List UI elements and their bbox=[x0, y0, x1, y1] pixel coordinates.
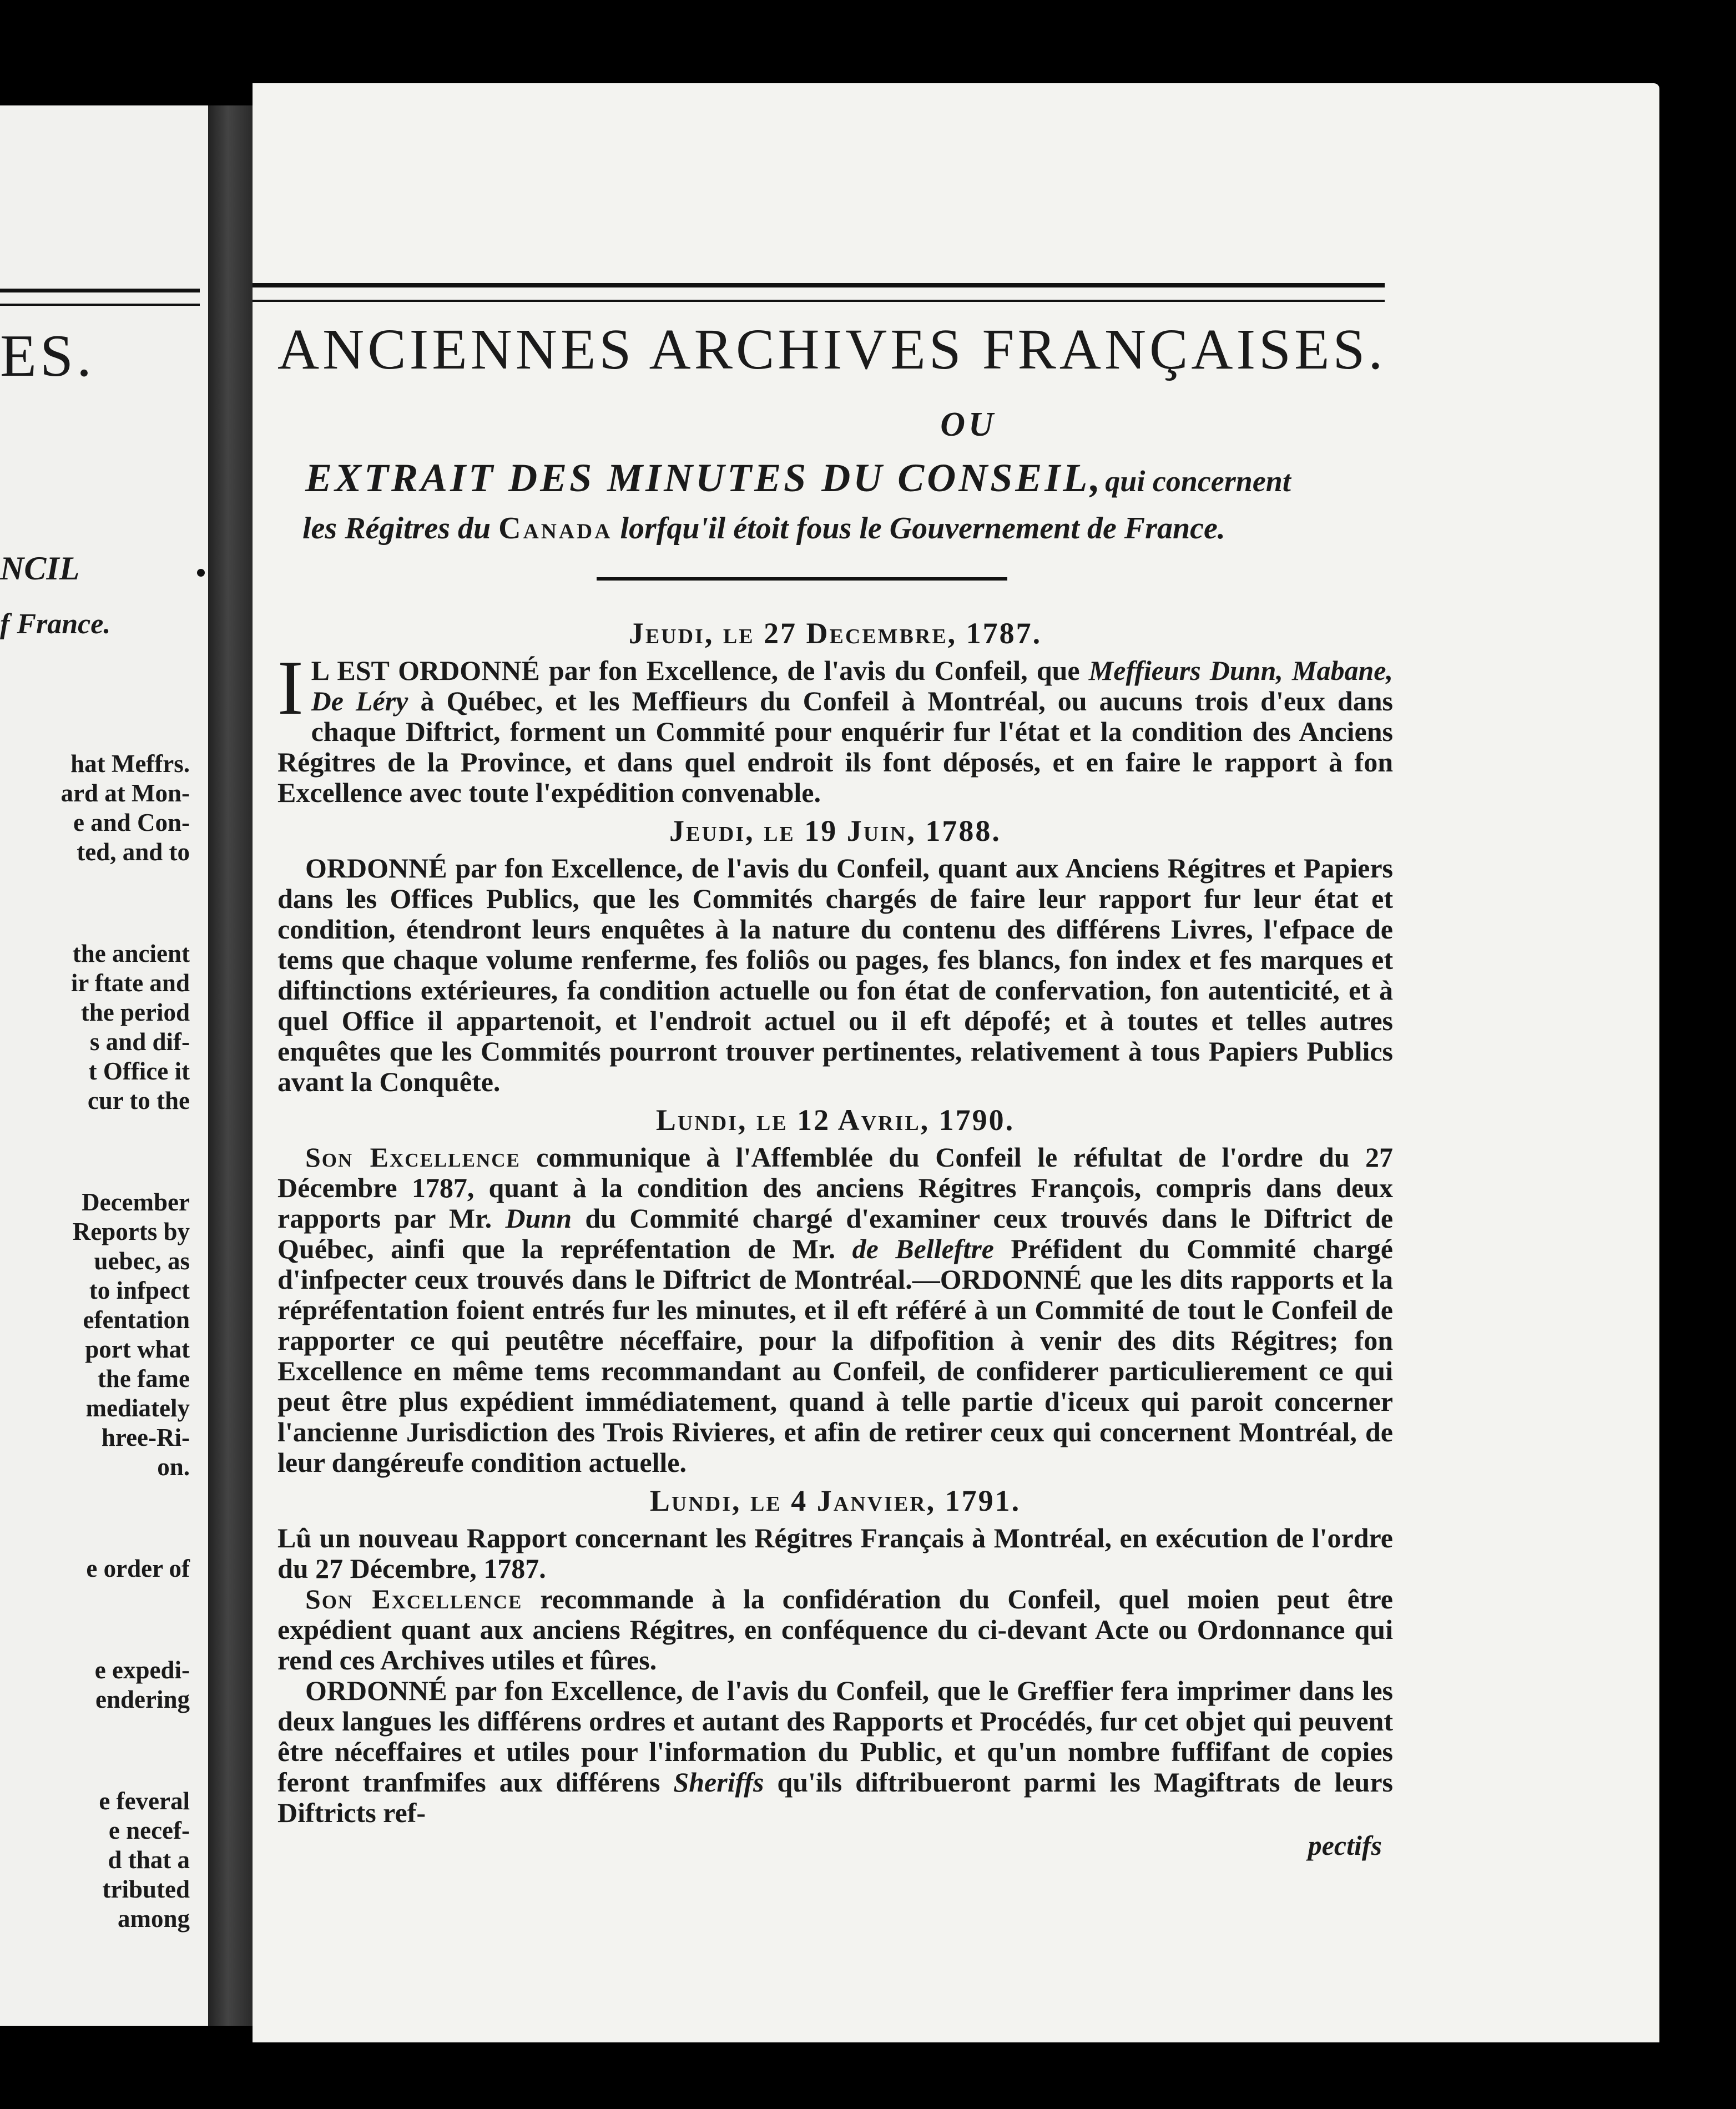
title-extrait bbox=[305, 455, 1415, 501]
left-page-line: ted, and to bbox=[77, 838, 190, 866]
title-ou: OU bbox=[940, 406, 997, 443]
left-page-line: endering bbox=[95, 1686, 190, 1713]
paragraph-1787-a: L EST ORDONNÉ par fon Excellence, de l'avis du Confeil, que bbox=[311, 655, 1080, 686]
left-page-heading: ES. bbox=[0, 323, 95, 389]
paragraph-1791-ordonne bbox=[277, 1676, 1393, 1828]
drop-cap: I bbox=[277, 645, 304, 731]
left-page-subheading: NCIL bbox=[0, 550, 80, 587]
catchword: pectifs bbox=[1308, 1830, 1382, 1861]
left-page-line: e order of bbox=[86, 1555, 190, 1582]
paragraph-1791-lead: Son Excellence bbox=[305, 1583, 523, 1614]
paragraph-1787-b: à Québec, et les Meffieurs du Confeil à Montréal, ou aucuns trois d'eux dans chaque Diftrict, forment un Commité pour enquérir fur l'état et la condition des Anciens Régitres de la Province, et dans quel endroit ils font déposés, et en faire le rapport à fon Excellence avec toute l'expédition convenable. bbox=[277, 685, 1394, 808]
title-extrait-main: EXTRAIT DES MINUTES DU CONSEIL, bbox=[305, 456, 1103, 500]
left-page-text-column bbox=[0, 749, 200, 1934]
left-page-line: e expedi- bbox=[94, 1656, 190, 1684]
left-page-line: ard at Mon- bbox=[60, 779, 190, 807]
left-page-line: efentation bbox=[83, 1306, 190, 1334]
title-canada: Canada bbox=[498, 511, 613, 546]
left-page-line bbox=[0, 1116, 190, 1188]
page-title: ANCIENNES ARCHIVES FRANÇAISES. bbox=[277, 317, 1386, 381]
left-page-line: hree-Ri- bbox=[101, 1424, 190, 1451]
left-page-line bbox=[0, 1482, 190, 1554]
left-page-line: port what bbox=[85, 1335, 190, 1363]
left-page-line: e and Con- bbox=[73, 809, 190, 836]
left-page-line: hat Meffrs. bbox=[70, 750, 190, 778]
paragraph-1791-excellence-text: recommande à la confidération du Confeil, quel moien peut être expédient quant aux anciens Régitres, en conféquence du ci-devant Acte ou Ordonnance qui rend ces Archives utiles et fûres. bbox=[277, 1583, 1393, 1676]
left-page-line: e necef- bbox=[108, 1817, 190, 1844]
paragraph-1790-a: communique à l'Affemblée du Confeil le réfultat de l'ordre du 27 Décembre 1787, quant à la condition des anciens Régitres François, compris dans deux rapports par Mr. bbox=[277, 1142, 1394, 1234]
paragraph-1790-lead: Son Excellence bbox=[305, 1142, 521, 1173]
section-date-1788: Jeudi, le 19 Juin, 1788. bbox=[669, 814, 1001, 847]
left-page-line: on. bbox=[157, 1453, 190, 1481]
left-page-line bbox=[0, 867, 190, 939]
left-page-line: Reports by bbox=[72, 1218, 190, 1245]
title-regitres-a: les Régitres du bbox=[302, 511, 491, 546]
title-extrait-rest: qui concernent bbox=[1105, 465, 1291, 498]
paragraph-1788: ORDONNÉ par fon Excellence, de l'avis du Confeil, quant aux Anciens Régitres et Papiers dans les Offices Publics, que les Commités chargés de faire leur rapport fur leur état et condition, étendront leurs enquêtes à la nature du contenu des différens Livres, l'efpace de tems que chaque volume renferme, fes foliôs ou pages, fes blancs, fon index et fes marques et diftinctions extérieures, fa condition actuelle ou fon état de confervation, fon autenticité, et à quel Office il appartenoit, et l'endroit actuel ou il eft dépofé; et à toutes et telles autres enquêtes que les Commités pourront trouver pertinentes, relativement à tous Papiers Publics avant la Conquête. bbox=[277, 852, 1393, 1097]
paragraph-1790-b: du Commité chargé d'examiner ceux trouvés dans le Diftrict de Québec, ainfi que la repréfentation de Mr. bbox=[277, 1203, 1394, 1264]
section-date-1790: Lundi, le 12 Avril, 1790. bbox=[655, 1103, 1015, 1137]
paragraph-1790 bbox=[277, 1142, 1393, 1478]
book-gutter bbox=[208, 105, 253, 2026]
left-page-line: t Office it bbox=[88, 1057, 190, 1085]
paragraph-1791-ordonne-b: qu'ils diftribueront parmi les Magiftrats de leurs Diftricts ref- bbox=[277, 1767, 1394, 1828]
word-sheriffs: Sheriffs bbox=[673, 1767, 764, 1798]
left-page-line: e feveral bbox=[99, 1787, 190, 1815]
ink-speck bbox=[197, 569, 205, 577]
left-page-line: among bbox=[117, 1905, 190, 1933]
paragraph-1791-excellence bbox=[277, 1584, 1393, 1676]
section-date-1791: Lundi, le 4 Janvier, 1791. bbox=[649, 1484, 1021, 1517]
left-page-subheading-2: f France. bbox=[0, 608, 111, 640]
left-page-line: the fame bbox=[97, 1365, 190, 1392]
left-page-line: the ancient bbox=[72, 940, 190, 967]
title-regitres-line bbox=[302, 511, 1412, 546]
section-date-1787: Jeudi, le 27 Decembre, 1787. bbox=[628, 617, 1042, 650]
name-bellestre: de Belleftre bbox=[852, 1233, 994, 1264]
left-page-line bbox=[0, 1583, 190, 1656]
document-body bbox=[277, 610, 1393, 1861]
left-page-fragment bbox=[0, 105, 208, 2026]
title-regitres-b: lorfqu'il étoit fous le Gouvernement de France. bbox=[620, 511, 1225, 546]
left-page-double-rule bbox=[0, 289, 200, 306]
left-page-line: d that a bbox=[108, 1846, 190, 1874]
left-page-line: to infpect bbox=[89, 1276, 190, 1304]
paragraph-1787 bbox=[277, 645, 1394, 808]
left-page-line: mediately bbox=[85, 1394, 190, 1422]
header-double-rule bbox=[253, 283, 1385, 302]
paragraph-1790-c: Préfident du Commité chargé d'infpecter ceux trouvés dans le Diftrict de Montréal.—ORDONNÉ que les dits rapports et la répréfentation foient entrés fur les minutes, et il eft référé à un Commité de tout le Confeil de rapporter ce qui peutêtre néceffaire, pour la difpofition à venir des dits Régitres; fon Excellence en même tems recommandant au Confeil, de confiderer particulierement ce qui peut être plus expédient immédiatement, quand à telle partie d'iceux qui paroit concerner l'ancienne Jurisdiction des Trois Rivieres, et afin de retirer ceux qui concernent Montréal, de leur dangéreufe condition actuelle. bbox=[277, 1233, 1394, 1478]
left-page-line: tributed bbox=[102, 1875, 190, 1903]
left-page-line: ir ftate and bbox=[70, 969, 190, 997]
left-page-line bbox=[0, 1714, 190, 1787]
right-page bbox=[253, 83, 1659, 2042]
left-page-line: cur to the bbox=[87, 1087, 190, 1114]
left-page-line: s and dif- bbox=[89, 1028, 190, 1056]
paragraph-1791-ordonne-a: ORDONNÉ par fon Excellence, de l'avis du Confeil, que le Greffier fera imprimer dans les deux langues les différens ordres et autant des Rapports et Procédés, fur cet objet qui peuvent être néceffaires et utiles pour l'information du Public, et qu'un nombre fuffifant de copies feront tranfmifes aux différens bbox=[277, 1675, 1393, 1798]
left-page-line: December bbox=[82, 1188, 190, 1216]
left-page-line: uebec, as bbox=[94, 1247, 190, 1275]
title-separator-rule bbox=[597, 577, 1007, 581]
name-dunn: Dunn bbox=[505, 1203, 572, 1234]
left-page-line: the period bbox=[80, 998, 190, 1026]
paragraph-1791-report: Lû un nouveau Rapport concernant les Régitres Français à Montréal, en exécution de l'ordre du 27 Décembre, 1787. bbox=[277, 1522, 1393, 1584]
paragraph-1787-names: Meffieurs Dunn, Mabane, De Léry bbox=[311, 655, 1393, 717]
